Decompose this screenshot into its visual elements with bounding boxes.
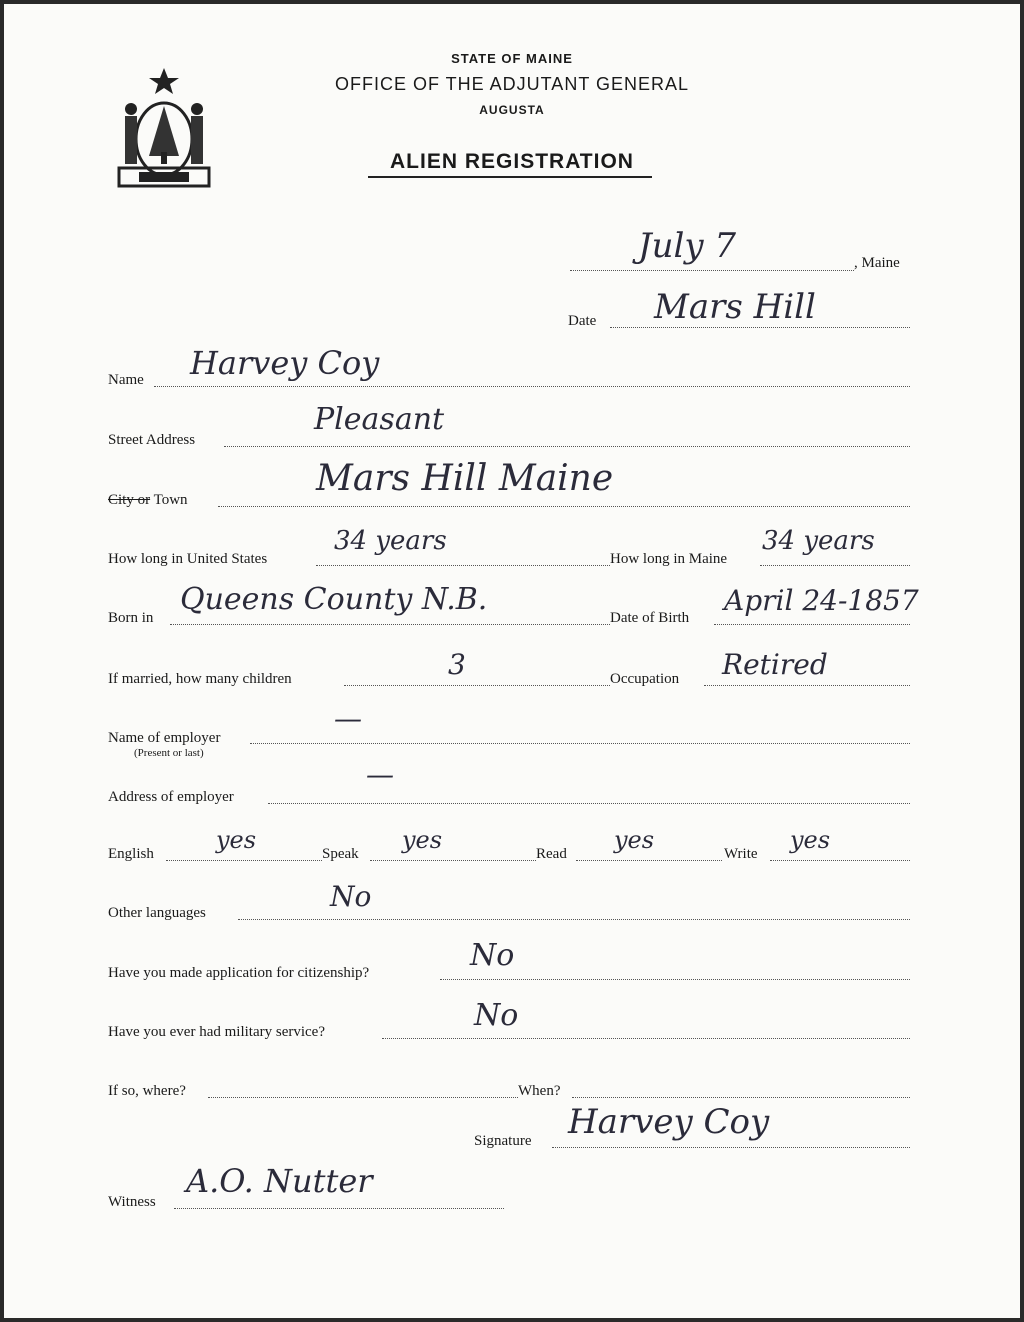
citizenship-value: No [470,938,515,973]
city-title: AUGUSTA [479,103,545,117]
how-long-maine-line [760,565,910,566]
other-languages-label: Other languages [108,905,206,921]
citizenship-label: Have you made application for citizenship? [108,965,370,981]
speak-value: yes [402,826,443,854]
military-value: No [474,998,519,1033]
city-town-label [108,492,188,509]
how-long-maine-value: 34 years [762,526,875,556]
english-line [166,860,322,861]
place-value: Mars Hill [654,287,816,327]
date-label: Date [568,313,597,329]
city-line [218,506,910,507]
employer-address-line [268,803,910,804]
born-value: Queens County N.B. [180,582,488,617]
when-line [572,1097,910,1098]
maine-label: , Maine [854,255,900,271]
date-value: July 7 [638,226,737,266]
military-label: Have you ever had military service? [108,1024,325,1040]
speak-line [370,860,536,861]
citizenship-line [440,979,910,980]
office-title: OFFICE OF THE ADJUTANT GENERAL [334,74,690,94]
signature-line [552,1147,910,1148]
how-long-us-label: How long in United States [108,551,268,567]
where-label: If so, where? [108,1083,186,1099]
read-value: yes [614,826,655,854]
employer-line [250,743,910,744]
born-label: Born in [108,610,154,626]
witness-label: Witness [108,1194,156,1210]
military-line [382,1038,910,1039]
when-label: When? [518,1083,561,1099]
city-struck-label: City or [108,492,151,508]
dob-label: Date of Birth [610,610,690,626]
how-long-us-value: 34 years [334,526,447,556]
name-label: Name [108,372,144,388]
how-long-maine-label: How long in Maine [610,551,728,567]
employer-address-label: Address of employer [108,789,234,805]
town-label: Town [153,492,188,508]
other-languages-value: No [330,880,372,913]
occupation-value: Retired [722,648,828,681]
date-line-2 [610,327,910,328]
employer-value: — [334,702,362,735]
employer-sub-label: (Present or last) [134,747,204,759]
state-title: STATE OF MAINE [451,51,573,66]
english-value: yes [216,826,257,854]
english-label: English [108,846,154,862]
read-line [576,860,722,861]
dob-value: April 24-1857 [724,584,919,617]
date-line-1 [570,270,854,271]
name-line [154,386,910,387]
write-line [770,860,910,861]
name-value: Harvey Coy [190,344,380,382]
write-value: yes [790,826,831,854]
witness-line [174,1208,504,1209]
signature-value: Harvey Coy [568,1102,770,1142]
how-long-us-line [316,565,610,566]
form-title: ALIEN REGISTRATION [390,150,634,173]
dob-line [714,624,910,625]
street-value: Pleasant [314,402,445,437]
occupation-label: Occupation [610,671,680,687]
title-underline [368,176,652,178]
children-line [344,685,610,686]
write-label: Write [724,846,758,862]
occupation-line [704,685,910,686]
children-value: 3 [448,648,466,681]
children-label: If married, how many children [108,671,292,687]
employer-label: Name of employer [108,730,221,746]
street-label: Street Address [108,432,196,448]
signature-label: Signature [474,1133,532,1149]
employer-address-value: — [366,758,394,791]
other-languages-line [238,919,910,920]
speak-label: Speak [322,846,359,862]
town-value: Mars Hill Maine [316,458,614,499]
read-label: Read [536,846,567,862]
witness-value: A.O. Nutter [186,1162,373,1200]
street-line [224,446,910,447]
born-line [170,624,610,625]
where-line [208,1097,518,1098]
alien-registration-form [4,4,1020,1318]
